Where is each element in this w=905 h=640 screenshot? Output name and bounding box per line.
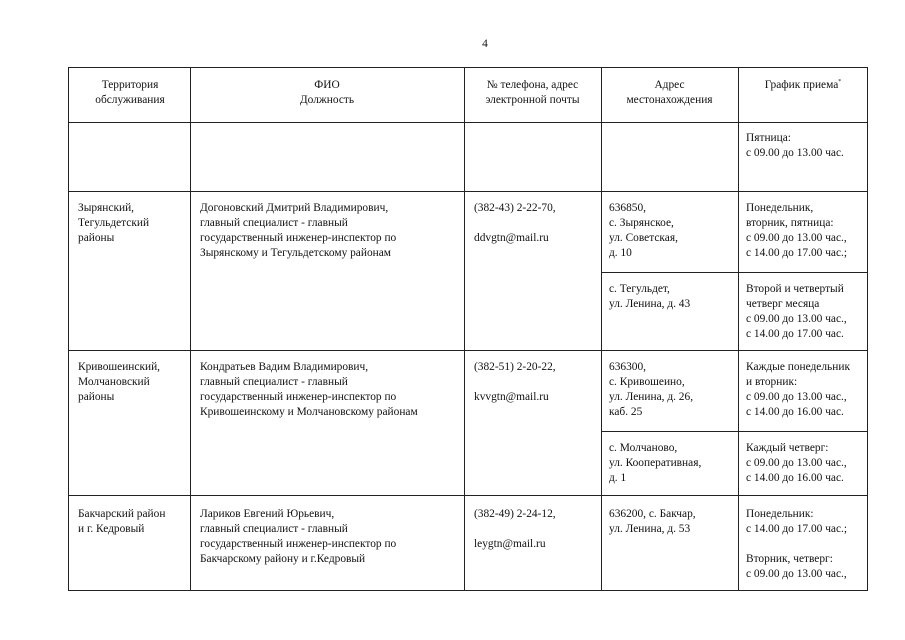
phone-cell: (382-51) 2-20-22, [474, 361, 556, 373]
row-divider [68, 122, 868, 123]
territory-cell: Зырянский, Тегульдетский районы [78, 202, 150, 244]
table-border-right [867, 67, 868, 591]
email-cell: kvvgtn@mail.ru [474, 391, 549, 403]
schedule-cell: Понедельник: с 14.00 до 17.00 час.; Вторник, четверг: с 09.00 до 13.00 час., [746, 508, 848, 580]
email-cell: ddvgtn@mail.ru [474, 232, 549, 244]
address-cell: с. Молчаново, ул. Кооперативная, д. 1 [609, 442, 702, 484]
address-cell: 636300, с. Кривошеино, ул. Ленина, д. 26, каб. 25 [609, 361, 694, 418]
territory-cell: Кривошеинский, Молчановский районы [78, 361, 161, 403]
row-divider [68, 350, 868, 351]
schedule-cell: Понедельник, вторник, пятница: с 09.00 до 13.00 час., с 14.00 до 17.00 час.; [746, 202, 848, 259]
column-divider [738, 67, 739, 591]
table-border-bottom [68, 590, 868, 591]
address-cell: 636200, с. Бакчар, ул. Ленина, д. 53 [609, 508, 696, 535]
row-divider [68, 191, 868, 192]
header-schedule-label: График приема [764, 79, 839, 91]
column-divider [464, 67, 465, 591]
column-divider [601, 67, 602, 591]
page-number: 4 [482, 38, 488, 50]
reception-schedule-table [68, 67, 868, 591]
fio-cell: Лариков Евгений Юрьевич, главный специалист - главный государственный инженер-инспектор по Бакчарскому району и г.Кедровый [200, 508, 397, 565]
header-address: Адрес местонахождения [626, 79, 713, 106]
subrow-divider [601, 431, 868, 432]
schedule-cell: Пятница: с 09.00 до 13.00 час. [746, 132, 844, 159]
address-cell: 636850, с. Зырянское, ул. Советская, д. 10 [609, 202, 678, 259]
territory-cell: Бакчарский район и г. Кедровый [78, 508, 166, 535]
schedule-cell: Каждые понедельник и вторник: с 09.00 до 13.00 час., с 14.00 до 16.00 час. [746, 361, 850, 418]
header-fio: ФИО Должность [299, 79, 355, 106]
phone-cell: (382-43) 2-22-70, [474, 202, 556, 214]
header-territory: Территория обслуживания [95, 79, 165, 106]
header-phone: № телефона, адрес электронной почты [485, 79, 580, 106]
fio-cell: Кондратьев Вадим Владимирович, главный специалист - главный государственный инженер-инспектор по Кривошеинскому и Молчановскому районам [200, 361, 418, 418]
table-border-left [68, 67, 69, 591]
address-cell: с. Тегульдет, ул. Ленина, д. 43 [609, 283, 691, 310]
footnote-marker: * [838, 79, 842, 86]
column-divider [190, 67, 191, 591]
schedule-cell: Второй и четвертый четверг месяца с 09.00 до 13.00 час., с 14.00 до 17.00 час. [746, 283, 847, 340]
row-divider [68, 495, 868, 496]
email-cell: leygtn@mail.ru [474, 538, 546, 550]
header-schedule [740, 78, 866, 93]
table-border-top [68, 67, 868, 68]
schedule-cell: Каждый четверг: с 09.00 до 13.00 час., с 14.00 до 16.00 час. [746, 442, 847, 484]
phone-cell: (382-49) 2-24-12, [474, 508, 556, 520]
fio-cell: Догоновский Дмитрий Владимирович, главный специалист - главный государственный инженер-инспектор по Зырянскому и Тегульдетскому районам [200, 202, 397, 259]
subrow-divider [601, 272, 868, 273]
